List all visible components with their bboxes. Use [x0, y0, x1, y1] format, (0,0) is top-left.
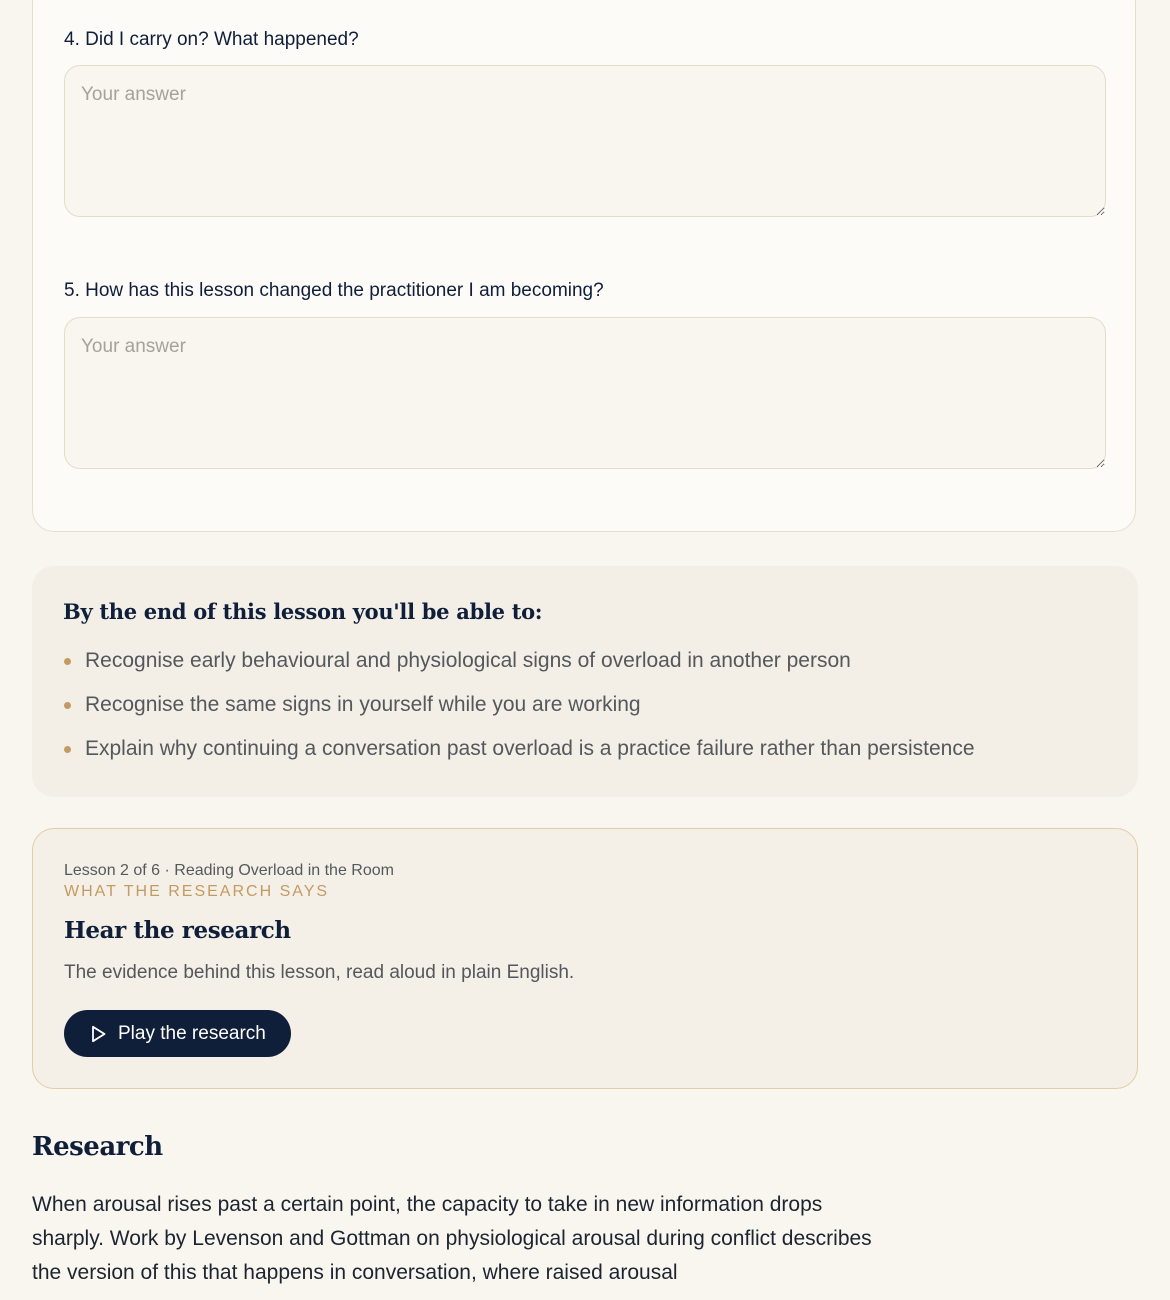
play-research-button[interactable] [64, 1010, 291, 1057]
question-4-answer-field[interactable] [64, 65, 1106, 217]
question-4-label: 4. Did I carry on? What happened? [64, 29, 359, 50]
objective-item [63, 690, 975, 734]
objectives-list [63, 646, 975, 778]
question-5-label: 5. How has this lesson changed the practitioner I am becoming? [64, 280, 604, 301]
objective-text: Recognise the same signs in yourself while you are working [85, 693, 641, 716]
objective-item [63, 646, 975, 690]
research-audio-card [32, 828, 1138, 1089]
learning-objectives-card [32, 566, 1138, 797]
research-card-title: Hear the research [64, 917, 291, 944]
play-button-label: Play the research [118, 1022, 266, 1044]
research-section-heading: Research [32, 1132, 163, 1162]
play-icon [88, 1024, 108, 1044]
research-eyebrow: WHAT THE RESEARCH SAYS [64, 883, 330, 900]
question-5-answer-field[interactable] [64, 317, 1106, 469]
reflection-card [32, 0, 1136, 532]
lesson-meta: Lesson 2 of 6 · Reading Overload in the Room [64, 862, 394, 879]
bullet-dot-icon [64, 702, 71, 709]
objectives-title: By the end of this lesson you'll be able to: [63, 599, 543, 624]
bullet-dot-icon [64, 658, 71, 665]
objective-text: Recognise early behavioural and physiological signs of overload in another person [85, 649, 851, 672]
bullet-dot-icon [64, 746, 71, 753]
objective-item [63, 734, 975, 778]
research-body-text: When arousal rises past a certain point, the capacity to take in new information drops sharply. Work by Levenson and Gottman on physiological arousal during conflict describes the version of this that happens in conversation, where raised arousal [32, 1193, 872, 1284]
objective-text: Explain why continuing a conversation past overload is a practice failure rather than persistence [85, 737, 975, 760]
research-card-description: The evidence behind this lesson, read aloud in plain English. [64, 962, 575, 983]
